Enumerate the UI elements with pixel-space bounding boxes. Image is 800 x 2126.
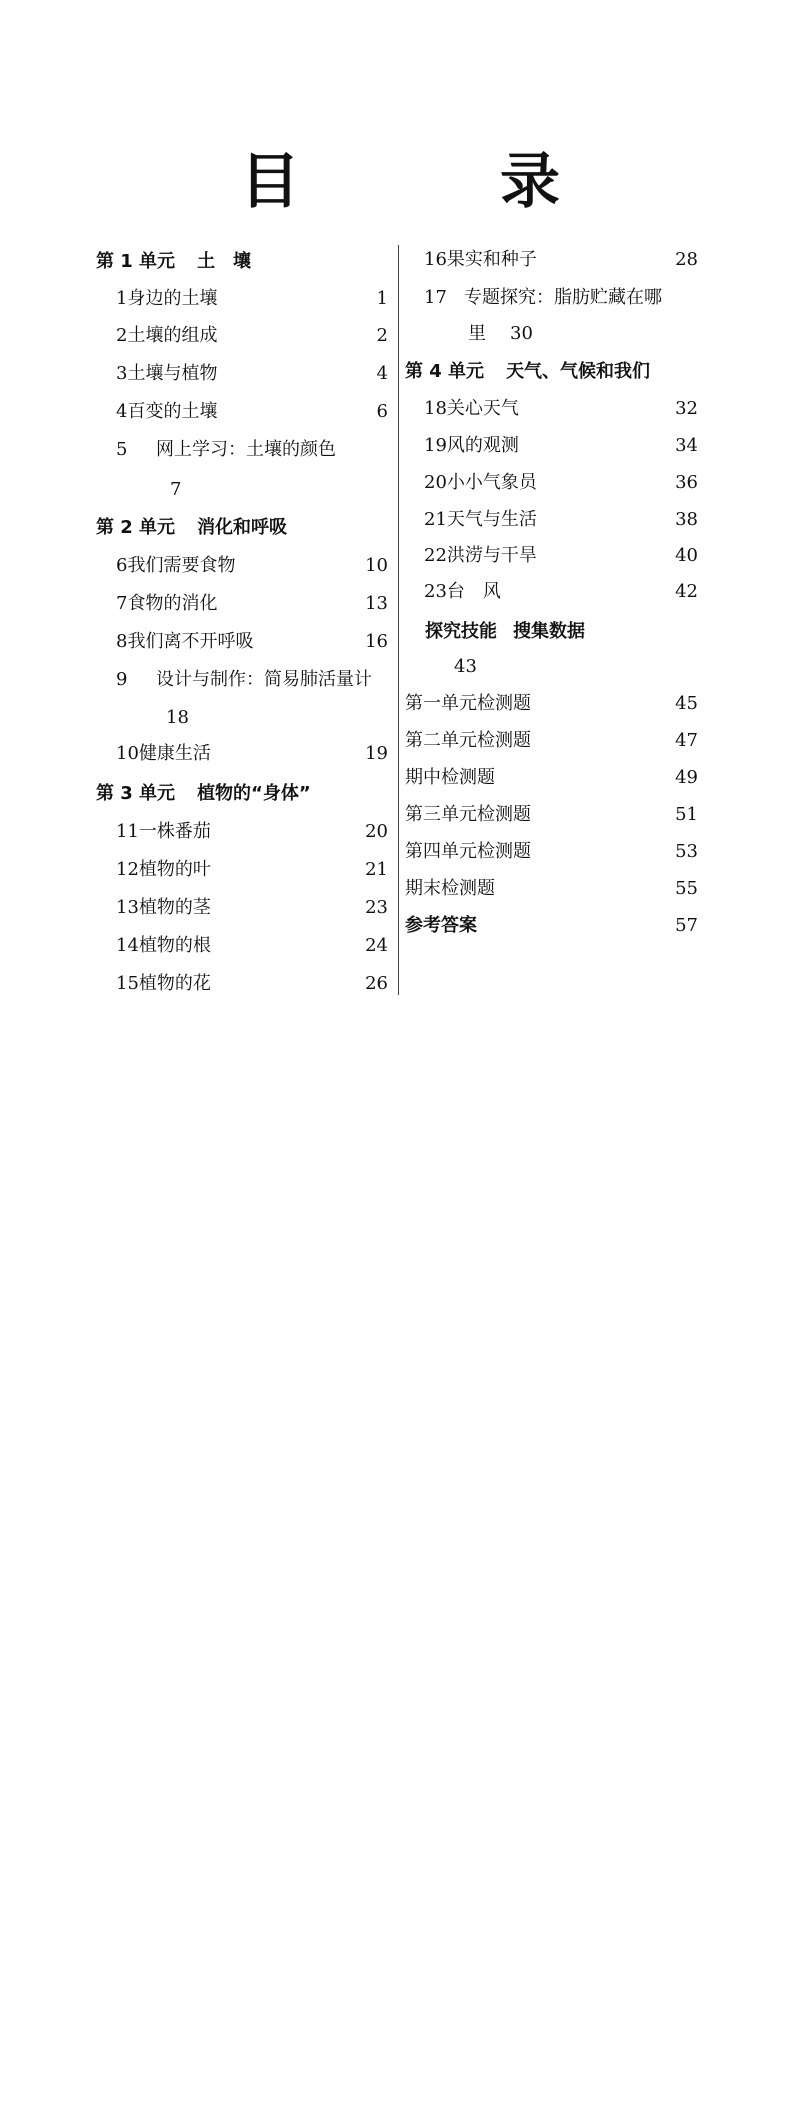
entry-page: 6 (376, 401, 388, 422)
entry-page: 55 (675, 878, 698, 899)
entry-title: 果实和种子 (446, 249, 537, 270)
unit-3-heading[interactable] (96, 782, 311, 806)
entry-title: 土壤的组成 (127, 325, 218, 346)
entry-page: 7 (170, 479, 182, 500)
entry-title: 一株番茄 (138, 821, 211, 842)
entry-page: 51 (675, 804, 698, 825)
entry-page: 45 (675, 693, 698, 714)
unit-name: 消化和呼吸 (197, 517, 288, 538)
entry-page: 2 (376, 325, 388, 346)
unit-label: 第 3 单元 (96, 783, 176, 804)
unit-label: 第 2 单元 (96, 517, 176, 538)
entry-number: 16 (424, 249, 447, 270)
entry-title: 植物的根 (138, 935, 211, 956)
toc-entry[interactable] (424, 286, 698, 310)
entry-page: 49 (675, 767, 698, 788)
unit-2-heading[interactable] (96, 516, 287, 540)
toc-entry[interactable] (116, 438, 388, 462)
entry-title: 食物的消化 (127, 593, 218, 614)
entry-number: 3 (116, 363, 128, 384)
entry-number: 19 (424, 435, 447, 456)
entry-title: 台 风 (446, 581, 501, 602)
entry-page: 16 (365, 631, 388, 652)
entry-title: 土壤与植物 (127, 363, 218, 384)
entry-number: 17 (424, 287, 447, 308)
unit-name: 土 壤 (197, 251, 252, 272)
entry-page: 34 (675, 435, 698, 456)
entry-page: 4 (376, 363, 388, 384)
entry-page: 1 (376, 288, 388, 309)
entry-page: 10 (365, 555, 388, 576)
entry-title: 期末检测题 (405, 878, 495, 899)
entry-page: 26 (365, 973, 388, 994)
entry-title: 关心天气 (446, 398, 519, 419)
entry-number: 6 (116, 555, 128, 576)
entry-title: 第三单元检测题 (405, 804, 531, 825)
entry-number: 22 (424, 545, 447, 566)
entry-title: 健康生活 (138, 743, 211, 764)
entry-page: 32 (675, 398, 698, 419)
unit-4-heading[interactable] (405, 360, 650, 384)
unit-1-heading[interactable] (96, 250, 251, 274)
entry-number: 8 (116, 631, 128, 652)
entry-page: 43 (454, 656, 477, 677)
entry-number: 14 (116, 935, 139, 956)
entry-number: 23 (424, 581, 447, 602)
skills-heading[interactable] (425, 620, 585, 644)
entry-page: 20 (365, 821, 388, 842)
entry-number: 4 (116, 401, 128, 422)
entry-page: 21 (365, 859, 388, 880)
entry-title: 专题探究：脂肪贮藏在哪 (464, 287, 662, 308)
entry-page: 36 (675, 472, 698, 493)
entry-number: 5 (116, 439, 128, 460)
entry-number: 1 (116, 288, 128, 309)
entry-number: 9 (116, 669, 128, 690)
entry-page: 24 (365, 935, 388, 956)
entry-title: 参考答案 (405, 915, 477, 936)
entry-number: 15 (116, 973, 139, 994)
entry-number: 20 (424, 472, 447, 493)
entry-page: 19 (365, 743, 388, 764)
entry-number: 11 (116, 821, 139, 842)
entry-title: 第四单元检测题 (405, 841, 531, 862)
toc-entry[interactable] (116, 668, 388, 692)
entry-title: 风的观测 (446, 435, 519, 456)
entry-page: 40 (675, 545, 698, 566)
skills-label: 探究技能 (425, 621, 497, 642)
entry-page: 30 (510, 323, 533, 344)
entry-number: 18 (424, 398, 447, 419)
entry-title: 洪涝与干旱 (446, 545, 537, 566)
entry-number: 7 (116, 593, 128, 614)
toc-entry-answers[interactable] (405, 914, 698, 2068)
entry-page: 53 (675, 841, 698, 862)
entry-title: 网上学习：土壤的颜色 (156, 439, 336, 460)
entry-number: 21 (424, 509, 447, 530)
column-divider (398, 245, 399, 995)
entry-title: 百变的土壤 (127, 401, 218, 422)
entry-page: 13 (365, 593, 388, 614)
entry-title: 我们离不开呼吸 (127, 631, 254, 652)
entry-title: 植物的叶 (138, 859, 211, 880)
entry-page: 28 (675, 249, 698, 270)
unit-name: 天气、气候和我们 (506, 361, 651, 382)
entry-title: 身边的土壤 (127, 288, 218, 309)
entry-page: 23 (365, 897, 388, 918)
unit-label: 第 4 单元 (405, 361, 485, 382)
entry-number: 2 (116, 325, 128, 346)
entry-title: 第一单元检测题 (405, 693, 531, 714)
entry-title-continuation: 里 (468, 323, 486, 344)
entry-page: 42 (675, 581, 698, 602)
entry-number: 13 (116, 897, 139, 918)
entry-title: 植物的花 (138, 973, 211, 994)
entry-page: 47 (675, 730, 698, 751)
skills-name: 搜集数据 (513, 621, 585, 642)
entry-title: 天气与生活 (446, 509, 537, 530)
entry-page: 18 (166, 707, 189, 728)
entry-page: 38 (675, 509, 698, 530)
entry-title: 植物的茎 (138, 897, 211, 918)
toc-entry[interactable] (116, 972, 388, 2126)
page-title: 目 录 (240, 147, 630, 217)
entry-title: 第二单元检测题 (405, 730, 531, 751)
entry-number: 12 (116, 859, 139, 880)
entry-title: 我们需要食物 (127, 555, 236, 576)
entry-number: 10 (116, 743, 139, 764)
unit-label: 第 1 单元 (96, 251, 176, 272)
entry-title: 小小气象员 (446, 472, 537, 493)
unit-name: 植物的“身体” (197, 783, 311, 804)
entry-page: 57 (675, 915, 698, 936)
entry-title: 设计与制作：简易肺活量计 (156, 669, 372, 690)
entry-title: 期中检测题 (405, 767, 495, 788)
